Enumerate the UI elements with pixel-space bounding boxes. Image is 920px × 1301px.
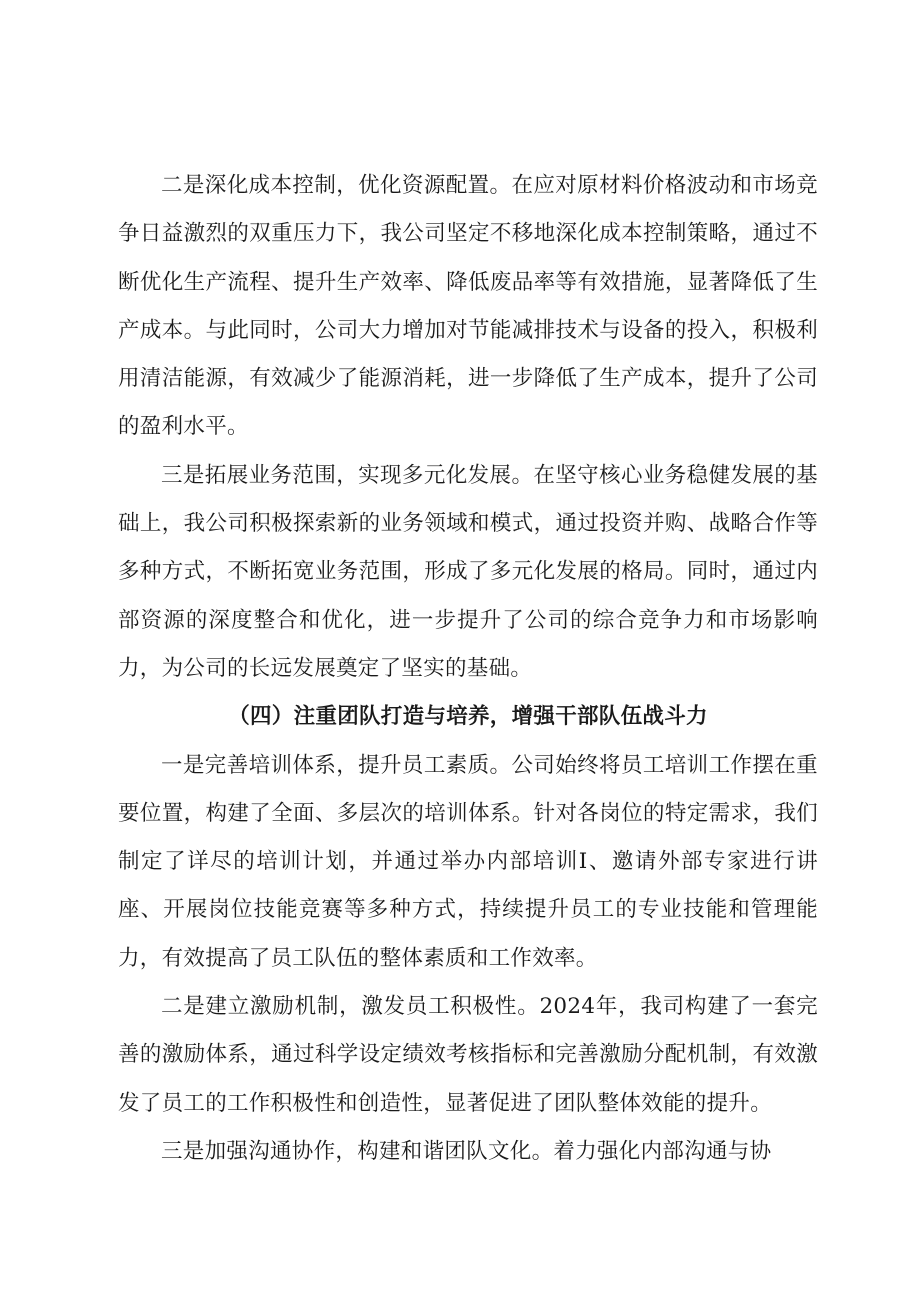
paragraph-incentive-mechanism: 二是建立激励机制，激发员工积极性。2024年，我司构建了一套完善的激励体系，通过科学设定绩效考核指标和完善激励分配机制，有效激发了员工的工作积极性和创造性，显著促进了团队整体效能的提升。 [118, 994, 818, 1116]
document-body [118, 162, 818, 1176]
paragraph-business-expansion: 三是拓展业务范围，实现多元化发展。在坚守核心业务稳健发展的基础上，我公司积极探索新的业务领域和模式，通过投资并购、战略合作等多种方式，不断拓宽业务范围，形成了多元化发展的格局。同时，通过内部资源的深度整合和优化，进一步提升了公司的综合竞争力和市场影响力，为公司的长远发展奠定了坚实的基础。 [118, 462, 818, 681]
paragraph-training-system: 一是完善培训体系，提升员工素质。公司始终将员工培训工作摆在重要位置，构建了全面、多层次的培训体系。针对各岗位的特定需求，我们制定了详尽的培训计划，并通过举办内部培训I、邀请外部专家进行讲座、开展岗位技能竞赛等多种方式，持续提升员工的专业技能和管理能力，有效提高了员工队伍的整体素质和工作效率。 [118, 752, 818, 971]
section-heading: （四）注重团队打造与培养，增强干部队伍战斗力 [228, 704, 708, 730]
paragraph-cost-control: 二是深化成本控制，优化资源配置。在应对原材料价格波动和市场竞争日益激烈的双重压力下，我公司坚定不移地深化成本控制策略，通过不断优化生产流程、提升生产效率、降低废品率等有效措施，显著降低了生产成本。与此同时，公司大力增加对节能减排技术与设备的投入，积极利用清洁能源，有效减少了能源消耗，进一步降低了生产成本，提升了公司的盈利水平。 [118, 173, 818, 440]
paragraph-team-communication: 三是加强沟通协作，构建和谐团队文化。着力强化内部沟通与协 [161, 1138, 772, 1164]
